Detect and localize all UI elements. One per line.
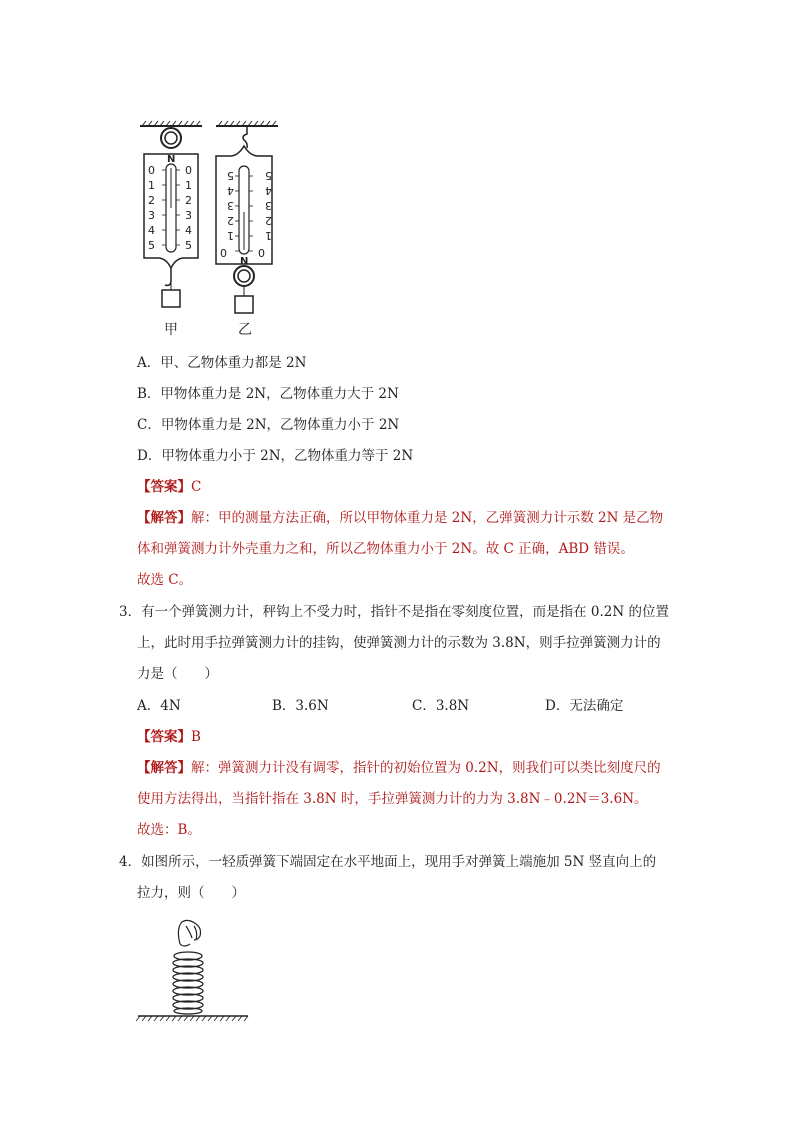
svg-text:1: 1 xyxy=(148,179,155,192)
q2-explain-line2: 体和弹簧测力计外壳重力之和，所以乙物体重力小于 2N。故 C 正确，ABD 错误。 xyxy=(137,541,634,557)
svg-text:4: 4 xyxy=(227,184,234,197)
q3-explain-line1 xyxy=(137,759,661,777)
svg-text:0: 0 xyxy=(220,247,227,260)
q2-explain-line1 xyxy=(137,509,663,527)
caption-yi: 乙 xyxy=(238,322,252,338)
svg-text:3: 3 xyxy=(148,209,155,222)
q2-answer-tag: 【答案】 xyxy=(137,479,191,495)
svg-text:2: 2 xyxy=(227,214,234,227)
q2-answer xyxy=(137,478,201,496)
svg-text:2: 2 xyxy=(185,194,192,207)
q3-stem-line2: 上，此时用手拉弹簧测力计的挂钩，使弹簧测力计的示数为 3.8N，则手拉弹簧测力计的 xyxy=(137,635,661,651)
n-label-jia: N xyxy=(167,154,176,165)
q3-explain-line2: 使用方法得出，当指针指在 3.8N 时，手拉弹簧测力计的力为 3.8N﹣0.2N＝3.6N。 xyxy=(137,791,648,807)
q3-option-a: A．4N xyxy=(137,698,181,714)
q3-option-c: C．3.8N xyxy=(412,698,470,714)
svg-text:5: 5 xyxy=(265,169,272,182)
svg-text:4: 4 xyxy=(185,224,192,237)
caption-jia: 甲 xyxy=(164,322,178,338)
svg-text:2: 2 xyxy=(265,214,272,227)
svg-text:3: 3 xyxy=(227,199,234,212)
hand-icon xyxy=(178,920,200,944)
q4-stem-line2: 拉力，则（ ） xyxy=(137,885,245,901)
svg-text:3: 3 xyxy=(265,199,272,212)
q2-option-a: A．甲、乙物体重力都是 2N xyxy=(137,355,307,371)
scale-numbers-yi xyxy=(220,169,272,260)
q2-option-b: B．甲物体重力是 2N，乙物体重力大于 2N xyxy=(137,386,399,402)
q3-choose: 故选：B。 xyxy=(137,822,201,838)
svg-text:1: 1 xyxy=(227,229,234,242)
q2-option-c: C．甲物体重力是 2N，乙物体重力小于 2N xyxy=(137,417,400,433)
q2-explain-tag: 【解答】 xyxy=(137,510,191,526)
q3-explain-text1: 解：弹簧测力计没有调零，指针的初始位置为 0.2N，则我们可以类比刻度尺的 xyxy=(191,760,661,776)
q3-answer-value: B xyxy=(191,729,201,745)
svg-text:5: 5 xyxy=(185,239,192,252)
svg-text:1: 1 xyxy=(265,229,272,242)
svg-text:4: 4 xyxy=(265,184,272,197)
spring-scale-figure xyxy=(130,112,290,342)
q3-option-b: B．3.6N xyxy=(272,698,329,714)
svg-text:1: 1 xyxy=(185,179,192,192)
q3-stem-line1: 3．有一个弹簧测力计，秤钩上不受力时，指针不是指在零刻度位置，而是指在 0.2N 的位置 xyxy=(119,604,669,620)
n-label-yi: N xyxy=(240,256,249,267)
q3-explain-tag: 【解答】 xyxy=(137,760,191,776)
q4-stem-line1: 4．如图所示，一轻质弹簧下端固定在水平地面上，现用手对弹簧上端施加 5N 竖直向上的 xyxy=(119,854,657,870)
spring-hand-figure xyxy=(136,918,251,1023)
q2-choose: 故选 C。 xyxy=(137,572,193,588)
svg-text:5: 5 xyxy=(148,239,155,252)
q3-stem-line3: 力是（ ） xyxy=(137,666,218,682)
q2-explain-text1: 解：甲的测量方法正确，所以甲物体重力是 2N，乙弹簧测力计示数 2N 是乙物 xyxy=(191,510,664,526)
spring-coils xyxy=(173,952,203,1014)
q2-option-d: D．甲物体重力小于 2N，乙物体重力等于 2N xyxy=(137,448,414,464)
q2-answer-value: C xyxy=(191,479,202,495)
svg-text:5: 5 xyxy=(227,169,234,182)
svg-text:0: 0 xyxy=(258,247,265,260)
svg-text:0: 0 xyxy=(148,164,155,177)
q3-option-d: D．无法确定 xyxy=(545,698,624,714)
svg-text:0: 0 xyxy=(185,164,192,177)
scale-numbers-jia xyxy=(148,164,192,252)
q3-answer-tag: 【答案】 xyxy=(137,729,191,745)
svg-text:2: 2 xyxy=(148,194,155,207)
q3-answer xyxy=(137,728,201,746)
svg-text:3: 3 xyxy=(185,209,192,222)
svg-text:4: 4 xyxy=(148,224,155,237)
